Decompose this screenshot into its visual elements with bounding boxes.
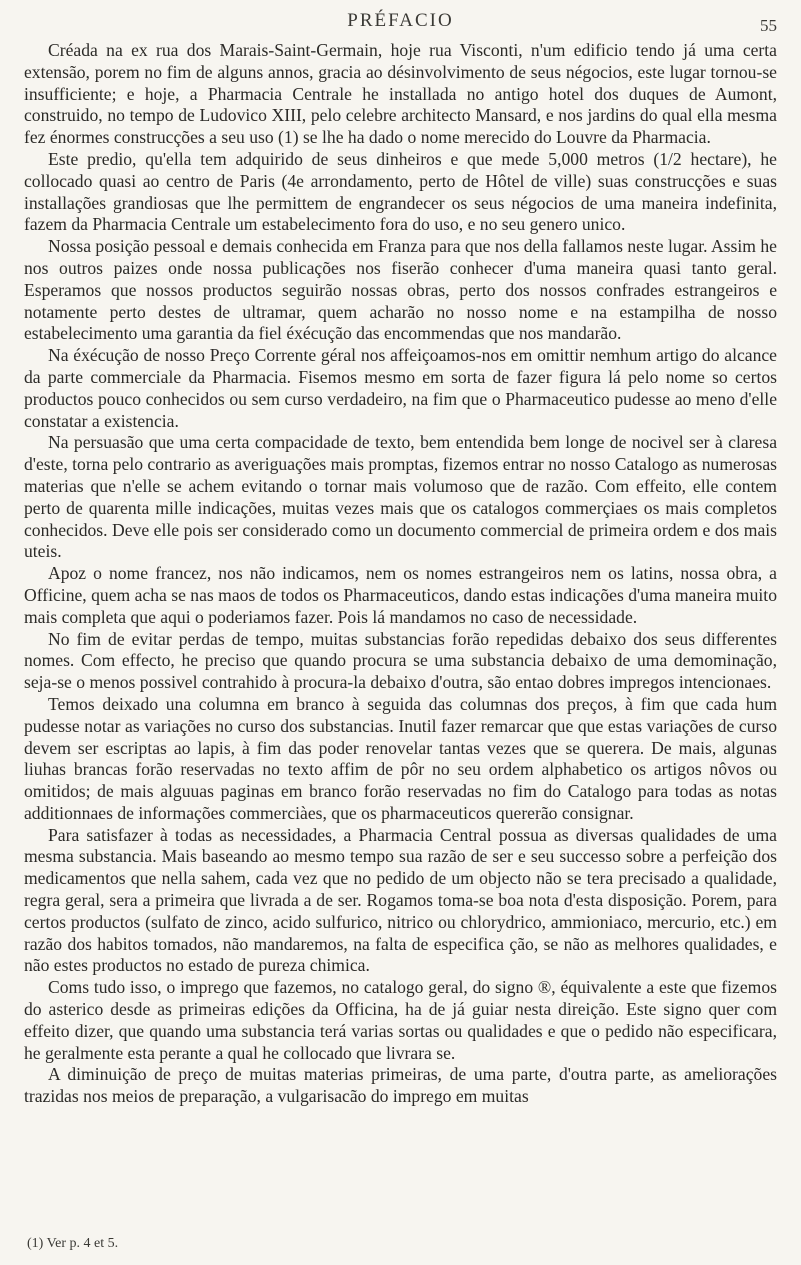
page-number: 55 <box>760 16 777 35</box>
paragraph: No fim de evitar perdas de tempo, muitas substancias forão repedidas debaixo dos seus differentes nomes. Com effecto, he preciso que quando procura se uma substancia debaixo de uma demominação, seja-se o menos possivel contrahido à procura-la debaixo d'outra, são entao dobres impregos intencionaes. <box>24 628 777 693</box>
paragraph: Coms tudo isso, o imprego que fazemos, no catalogo geral, do signo ®, équivalente a este que fizemos do asterico desde as primeiras edições da Officina, ha de já guiar nesta direição. Este signo quer com effeito dizer, que quando uma substancia terá varias sortas ou qualidades e que o pedido não especificara, he geralmente esta perante a qual he collocado que livrara se. <box>24 977 777 1063</box>
paragraph: Créada na ex rua dos Marais-Saint-Germain, hoje rua Visconti, n'um edificio tendo já uma certa extensão, porem no fim de alguns annos, gracia ao désinvolvimento de seus négocios, este lugar tornou-se insufficiente; e hoje, a Pharmacia Centrale he installada no antigo hotel dos duques de Aumont, construido, no tempo de Ludovico XIII, pelo celebre architecto Mansard, e nos jardins do qual ella mesma fez énormes construcções a seu uso (1) se lhe ha dado o nome merecido do Louvre da Pharmacia. <box>24 40 777 148</box>
paragraph: A diminuição de preço de muitas materias primeiras, de uma parte, d'outra parte, as ameliorações trazidas nos meios de preparação, a vulgarisacão do imprego em muitas <box>24 1064 777 1107</box>
paragraph: Para satisfazer à todas as necessidades, a Pharmacia Central possua as diversas qualidades de uma mesma substancia. Mais baseando ao mesmo tempo sua razão de ser e seu successo sobre a perfeição dos medicamentos que nella sahem, cada vez que no pedido de um objecto não se tera precisado a qualidade, regra geral, sera a primeira que livrada a de ser. Rogamos toma-se boa nota d'esta disposição. Porem, para certos productos (sulfato de zinco, acido sulfurico, nitrico ou chlorydrico, ammioniaco, mercurio, etc.) em razão dos habitos tomados, não mandaremos, na falta de especifica ção, se não as melhores qualidades, e não estes productos no estado de pureza chimica. <box>24 824 777 976</box>
paragraph: Apoz o nome francez, nos não indicamos, nem os nomes estrangeiros nem os latins, nossa obra, a Officine, quem acha se nas maos de todos os Pharmaceuticos, dando estas indicações d'uma maneira muito mais completa que aqui o poderiamos fazer. Pois lá mandamos no caso de necessidade. <box>24 563 777 627</box>
running-title: PRÉFACIO <box>347 10 454 31</box>
paragraph: Este predio, qu'ella tem adquirido de seus dinheiros e que mede 5,000 metros (1/2 hectare), he collocado quasi ao centro de Paris (4e arrondamento, perto de Hôtel de ville) suas construcções e suas installações grandiosas que lhe permittem de engrandecer os seus négocios de uma maneira indefinita, fazem da Pharmacia Centrale um estabelecimento fora do uso, e no seu genero unico. <box>24 148 777 235</box>
footnote: (1) Ver p. 4 et 5. <box>27 1236 119 1251</box>
page-header <box>0 10 801 40</box>
paragraph: Na persuasão que uma certa compacidade de texto, bem entendida bem longe de nocivel ser à claresa d'este, torna pelo contrario as averiguações mais promptas, fizemos entrar no nosso Catalogo as numerosas materias que n'elle se achem evitando o tornar mais volumoso que de razão. Com effeito, elle contem perto de quarenta mille indicações, muitas vezes mais que os catalogos commerçiaes os mais completos conhecidos. Deve elle pois ser considerado como un documento commercial de primeira ordem e dos mais uteis. <box>24 432 777 562</box>
paragraph: Nossa posição pessoal e demais conhecida em Franza para que nos della fallamos neste lugar. Assim he nos outros paizes onde nossa publicações nos fiserão conhecer d'uma maneira quasi tanto geral. Esperamos que nossos productos seguirão nossas obras, perto dos nossos confrades estrangeiros e notamente perto destes de ultramar, quem acharão no nosso nome e na estampilha de nosso estabelecimento uma garantia da fiel éxécução das encommendas que nos mandarão. <box>24 236 777 344</box>
body-text <box>24 40 777 1108</box>
paragraph: Temos deixado una columna em branco à seguida das columnas dos preços, à fim que cada hum pudesse notar as variações no curso dos substancias. Inutil fazer remarcar que que estas variações de curso devem ser escriptas ao lapis, à fim das poder renovelar tantas vezes que se querera. De mais, algunas liuhas brancas forão reservadas no texto affim de pôr no seu ordem alphabetico os artigos nôvos ou omitidos; de mais alguuas paginas em branco forão reservadas no fim do Catalogo para todas as notas additionnaes de informações commerciàes, que os pharmaceuticos quererão consignar. <box>24 693 777 823</box>
paragraph: Na éxécução de nosso Preço Corrente géral nos affeiçoamos-nos em omittir nemhum artigo do alcance da parte commerciale da Pharmacia. Fisemos mesmo em sorta de fazer figura lá pelo nome so certos productos pouco conhecidos ou sem curso verdadeiro, na fim que o Pharmaceutico pudesse ao meno d'elle constatar a existencia. <box>24 345 777 431</box>
